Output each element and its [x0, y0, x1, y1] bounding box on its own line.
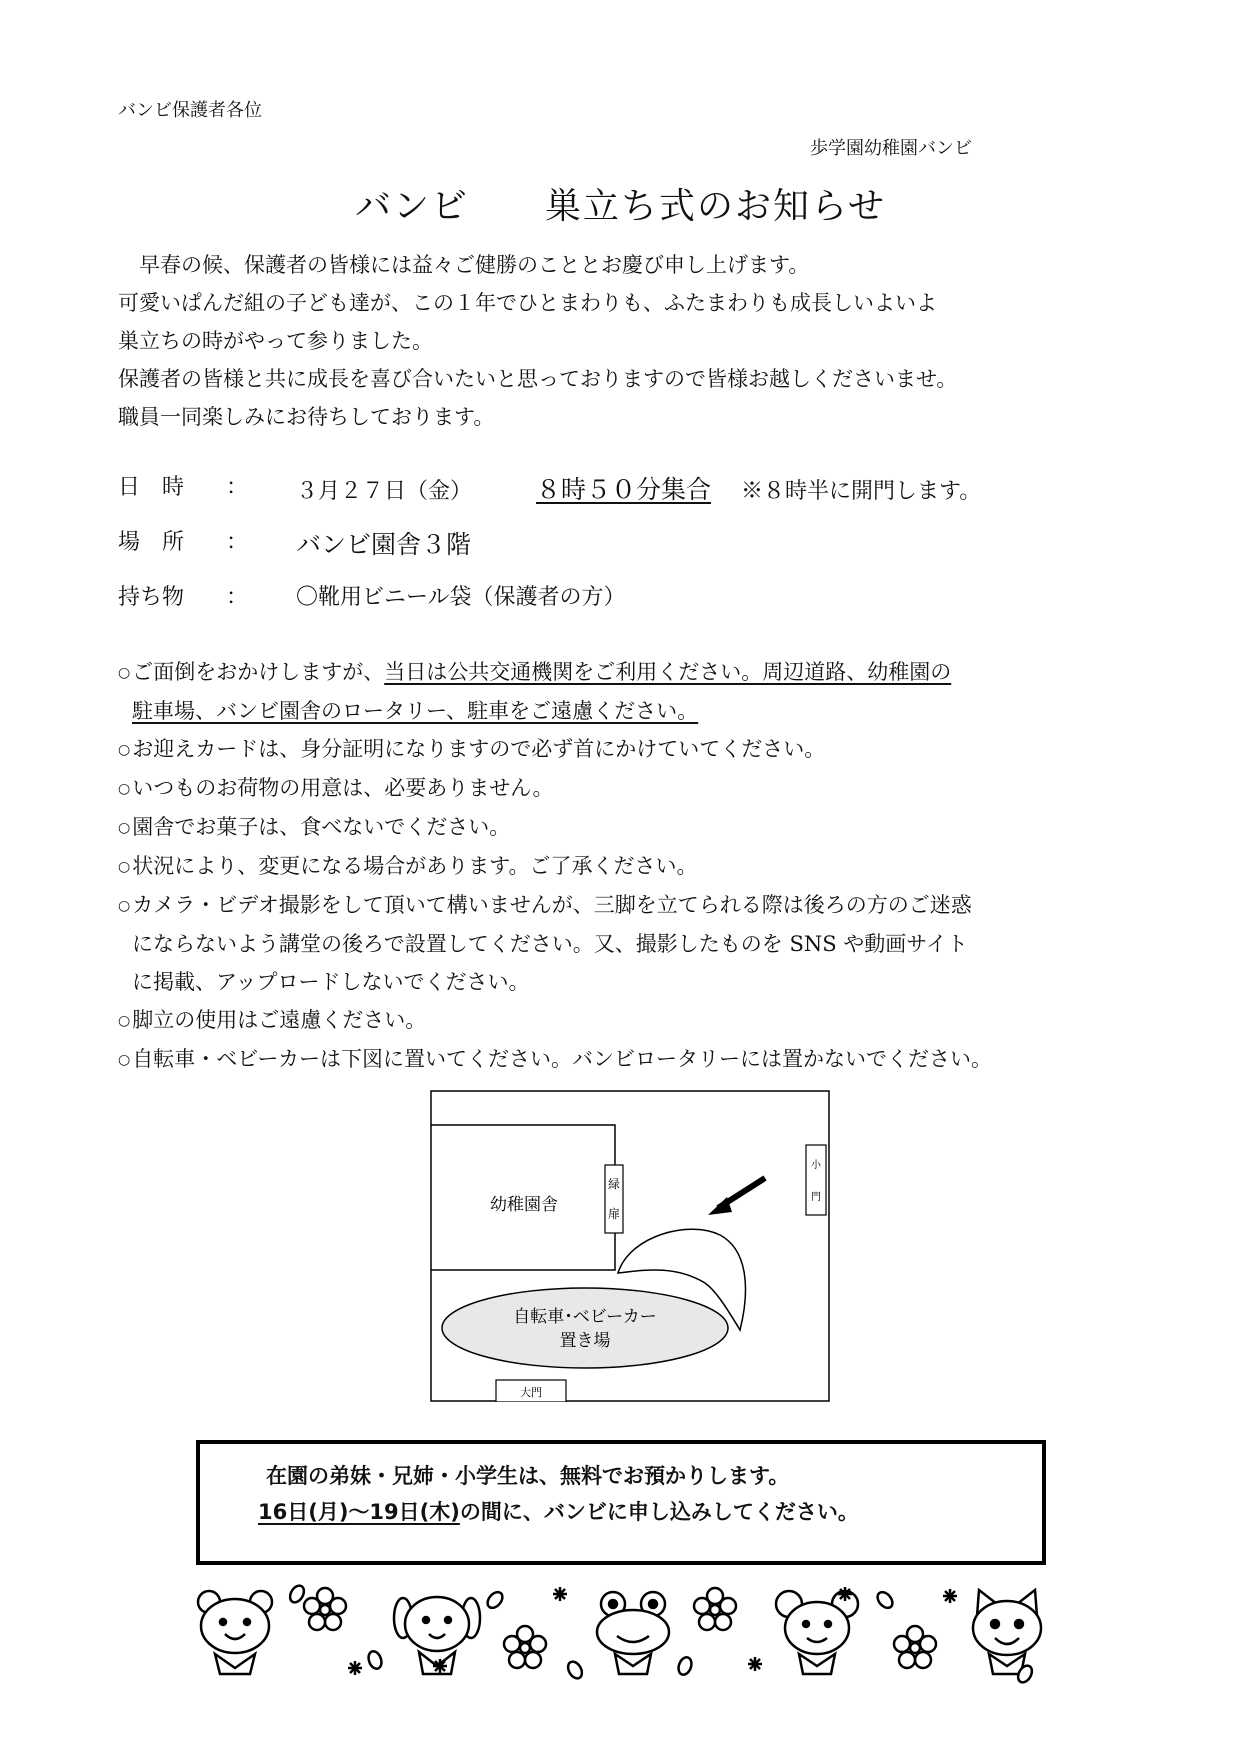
note-item-continued	[118, 692, 1158, 730]
petal-icon	[676, 1655, 693, 1676]
green-door-label: 緑	[607, 1177, 621, 1191]
bullet-mark: ○	[118, 898, 131, 914]
childcare-notice-line: 在園の弟妹・兄姉・小学生は、無料でお預かりします。	[266, 1464, 790, 1488]
small-gate-label: 小	[811, 1160, 821, 1171]
sparkle-icon	[943, 1589, 957, 1603]
frog-icon	[597, 1592, 669, 1674]
bullet-mark: ○	[118, 859, 131, 875]
cherry-blossom-icon	[694, 1588, 736, 1630]
sender: 歩学園幼稚園バンビ	[810, 138, 972, 159]
petal-icon	[287, 1583, 306, 1605]
info-date-label: 日 時	[118, 475, 185, 500]
note-item: ○カメラ・ビデオ撮影をして頂いて構いませんが、三脚を立てられる際は後ろの方のご迷惑	[118, 893, 972, 917]
small-gate	[806, 1145, 826, 1215]
note-item: ○状況により、変更になる場合があります。ご了承ください。	[118, 854, 698, 878]
bullet-mark: ○	[118, 665, 131, 681]
petal-icon	[875, 1589, 896, 1611]
site-map	[430, 1090, 830, 1402]
note-item: ○ご面倒をおかけしますが、当日は公共交通機関をご利用ください。周辺道路、幼稚園の	[118, 660, 952, 684]
cat-icon	[973, 1590, 1041, 1674]
petal-icon	[485, 1589, 506, 1611]
gate-open-note: ※８時半に開門します。	[741, 479, 982, 504]
building-label: 幼稚園舎	[490, 1195, 558, 1215]
intro-line: 可愛いぱんだ組の子ども達が、この１年でひとまわりも、ふたまわりも成長しいよいよ	[118, 291, 937, 315]
bullet-mark: ○	[118, 1052, 131, 1068]
childcare-notice-line: 16日(月)～19日(木)の間に、バンビに申し込みしてください。	[258, 1500, 859, 1524]
parking-label: 自転車･ベビーカー	[513, 1307, 657, 1327]
assembly-time: ８時５０分集合	[536, 475, 712, 504]
intro-paragraph	[118, 246, 1148, 436]
transport-warning: 当日は公共交通機関をご利用ください。周辺道路、幼稚園の	[384, 660, 952, 684]
intro-line: 保護者の皆様と共に成長を喜び合いたいと思っておりますので皆様お越しくださいませ。	[118, 367, 958, 391]
date-value: ３月２７日（金）	[296, 479, 473, 504]
green-door	[605, 1165, 623, 1233]
small-gate-label: 門	[811, 1192, 821, 1203]
sparkle-icon	[553, 1587, 567, 1601]
parking-warning: 駐車場、バンビ園舎のロータリー、駐車をご遠慮ください。	[132, 699, 699, 723]
sparkle-icon	[348, 1661, 362, 1675]
main-gate-label: 大門	[520, 1386, 542, 1399]
intro-line: 巣立ちの時がやって参りました。	[118, 329, 433, 353]
sparkle-icon	[838, 1587, 852, 1601]
intro-line: 職員一同楽しみにお待ちしております。	[118, 405, 495, 429]
decorative-border	[195, 1580, 1055, 1690]
info-colon: ：	[226, 530, 249, 555]
info-items-label: 持ち物	[118, 585, 185, 610]
note-item-continued: にならないよう講堂の後ろで設置してください。又、撮影したものを SNS や動画サイト	[132, 932, 968, 956]
cherry-blossom-icon	[894, 1626, 936, 1668]
sparkle-icon	[748, 1657, 762, 1671]
bullet-mark: ○	[118, 781, 131, 797]
intro-line: 早春の候、保護者の皆様には益々ご健勝のこととお慶び申し上げます。	[139, 253, 810, 277]
notes-list	[118, 653, 1158, 1079]
bear-icon	[198, 1591, 272, 1674]
bullet-mark: ○	[118, 820, 131, 836]
note-item: ○お迎えカードは、身分証明になりますので必ず首にかけていてください。	[118, 737, 826, 761]
parking-area	[442, 1288, 728, 1368]
application-period: 16日(月)～19日(木)	[258, 1500, 460, 1524]
info-items-value: 〇靴用ビニール袋（保護者の方）	[296, 585, 626, 610]
parking-label: 置き場	[559, 1331, 611, 1351]
info-place-label: 場 所	[118, 530, 185, 555]
childcare-notice-box	[196, 1440, 1046, 1565]
document-title: バンビ 巣立ち式のお知らせ	[355, 186, 886, 227]
note-item: ○自転車・ベビーカーは下図に置いてください。バンビロータリーには置かないでください。	[118, 1047, 992, 1071]
sparkle-icon	[433, 1659, 447, 1673]
green-door-label: 扉	[607, 1207, 621, 1221]
mouse-icon	[776, 1591, 858, 1674]
cherry-blossom-icon	[304, 1588, 346, 1630]
note-item-continued: に掲載、アップロードしないでください。	[132, 970, 530, 994]
addressee: バンビ保護者各位	[118, 100, 262, 121]
info-colon: ：	[226, 475, 249, 500]
info-colon: ：	[226, 585, 249, 610]
petal-icon	[565, 1659, 584, 1681]
petal-icon	[366, 1649, 383, 1670]
note-item: ○園舎でお菓子は、食べないでください。	[118, 815, 511, 839]
info-place-value: バンビ園舎３階	[296, 530, 472, 559]
note-item: ○脚立の使用はご遠慮ください。	[118, 1008, 427, 1032]
info-date-value	[296, 470, 981, 506]
bullet-mark: ○	[118, 742, 131, 758]
bullet-mark: ○	[118, 1013, 131, 1029]
cherry-blossom-icon	[504, 1626, 546, 1668]
note-item: ○いつものお荷物の用意は、必要ありません。	[118, 776, 554, 800]
